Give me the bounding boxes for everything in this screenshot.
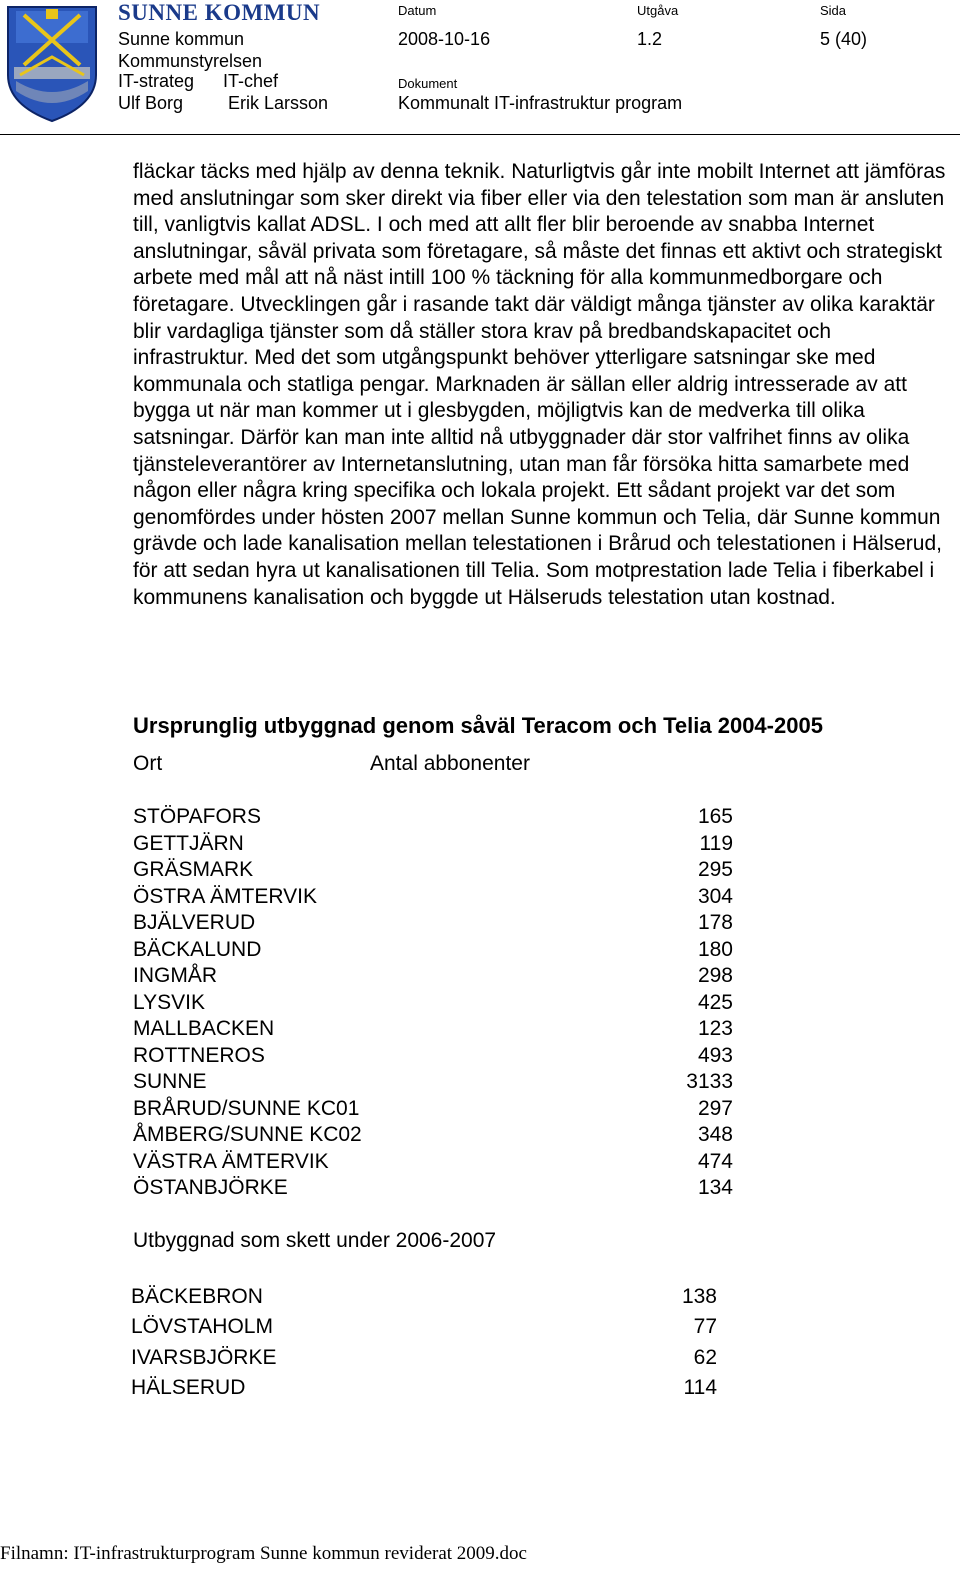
table-row: [133, 1150, 733, 1176]
row-name: HÄLSERUD: [131, 1376, 246, 1399]
table-row: [133, 1070, 733, 1096]
table-row: [133, 832, 733, 858]
row-name: INGMÅR: [133, 964, 217, 987]
table-row: [133, 1176, 733, 1202]
row-count: 474: [697, 1150, 733, 1173]
role-1: IT-strateg: [118, 71, 195, 91]
row-name: BÄCKALUND: [133, 938, 262, 961]
department: Kommunstyrelsen: [118, 51, 263, 71]
row-count: 295: [697, 858, 733, 881]
body-paragraph: fläckar täcks med hjälp av denna teknik. Naturligtvis går inte mobilt Internet att jämföras med anslutningar som sker direkt via fiber eller via den telestation som man är ansluten till, vanligtvis kallat ADSL. I och med att allt fler blir beroende av snabba Internet anslutningar, såväl privata som företagare, så måste det finnas ett aktivt och strategiskt arbete med mål att nå näst intill 100 % täckning för alla kommunmedborgare och företagare. Utvecklingen går i rasande takt där väldigt många tjänster av olika karaktär blir vardagliga tjänster som då ställer stora krav på bredbandskapacitet och infrastruktur. Med det som utgångspunkt behöver ytterligare satsningar ske med kommunala och statliga pengar. Marknaden är sällan eller aldrig intresserade av att bygga ut när man kommer ut i glesbygden, möjligtvis kan de medverka till olika satsningar. Därför kan man inte alltid nå utbyggnader där stor valfrihet finns av olika tjänsteleverantörer av Internetanslutning, utan man får försöka hitta samarbete med någon eller några kring specifika och lokala projekt. Ett sådant projekt var det som genomfördes under hösten 2007 mellan Sunne kommun och Telia, där Sunne kommun grävde och lade kanalisation mellan telestationen i Brårud och telestationen i Hälserud, för att sedan hyra ut kanalisationen till Telia. Som motprestation lade Telia i fiberkabel i kommunens kanalisation och byggde ut Hälseruds telestation utan kostnad.: [133, 160, 946, 609]
document-label: Dokument: [398, 76, 458, 91]
date-label: Datum: [398, 3, 437, 18]
row-name: BÄCKEBRON: [131, 1285, 263, 1308]
row-name: ÅMBERG/SUNNE KC02: [133, 1123, 362, 1146]
row-name: GRÄSMARK: [133, 858, 254, 881]
table-row: [133, 805, 733, 831]
person-1: Ulf Borg: [118, 93, 184, 113]
row-name: ÖSTRA ÄMTERVIK: [133, 885, 317, 908]
table-row: [133, 1123, 733, 1149]
row-count: 114: [683, 1376, 717, 1399]
edition-label: Utgåva: [637, 3, 679, 18]
table-row: [131, 1346, 717, 1372]
col-header-antal: Antal abbonenter: [370, 752, 530, 775]
row-count: 180: [697, 938, 733, 961]
row-name: STÖPAFORS: [133, 805, 261, 828]
row-count: 77: [693, 1315, 717, 1338]
row-name: ROTTNEROS: [133, 1044, 265, 1067]
edition-value: 1.2: [637, 29, 663, 49]
section-heading: Ursprunglig utbyggnad genom såväl Teracom och Telia 2004-2005: [133, 713, 823, 738]
role-2: IT-chef: [223, 71, 279, 91]
row-name: MALLBACKEN: [133, 1017, 275, 1040]
row-name: VÄSTRA ÄMTERVIK: [133, 1150, 329, 1173]
table-row: [133, 858, 733, 884]
header-divider: [0, 134, 960, 135]
page-value: 5 (40): [820, 29, 868, 49]
page-label: Sida: [820, 3, 847, 18]
second-heading: Utbyggnad som skett under 2006-2007: [133, 1229, 497, 1252]
table-row: [133, 1044, 733, 1070]
row-count: 134: [697, 1176, 733, 1199]
row-name: BRÅRUD/SUNNE KC01: [133, 1097, 360, 1120]
row-name: LÖVSTAHOLM: [131, 1315, 273, 1338]
coat-of-arms-icon: [6, 5, 98, 123]
row-count: 178: [697, 911, 733, 934]
table-row: [133, 1097, 733, 1123]
table-row: [131, 1285, 717, 1311]
row-name: LYSVIK: [133, 991, 205, 1014]
org-title: SUNNE KOMMUN: [118, 0, 321, 25]
table-row: [133, 1017, 733, 1043]
col-header-ort: Ort: [133, 752, 163, 775]
person-2: Erik Larsson: [228, 93, 329, 113]
table-row: [131, 1315, 717, 1341]
body-text: [133, 159, 948, 611]
org-name: Sunne kommun: [118, 29, 245, 49]
row-count: 297: [697, 1097, 733, 1120]
row-count: 348: [697, 1123, 733, 1146]
row-name: SUNNE: [133, 1070, 207, 1093]
footer-filename: Filnamn: IT-infrastrukturprogram Sunne kommun reviderat 2009.doc: [0, 1543, 527, 1564]
row-name: BJÄLVERUD: [133, 911, 256, 934]
row-count: 3133: [686, 1070, 733, 1093]
row-count: 493: [697, 1044, 733, 1067]
table-row: [133, 911, 733, 937]
row-count: 62: [693, 1346, 717, 1369]
row-count: 138: [681, 1285, 717, 1308]
row-count: 304: [697, 885, 733, 908]
row-count: 298: [697, 964, 733, 987]
date-value: 2008-10-16: [398, 29, 491, 49]
row-count: 165: [697, 805, 733, 828]
document-value: Kommunalt IT-infrastruktur program: [398, 93, 683, 113]
row-name: IVARSBJÖRKE: [131, 1346, 277, 1369]
row-name: GETTJÄRN: [133, 832, 244, 855]
row-count: 425: [697, 991, 733, 1014]
table-row: [131, 1376, 717, 1402]
table-row: [133, 964, 733, 990]
table-row: [133, 991, 733, 1017]
row-count: 123: [697, 1017, 733, 1040]
row-name: ÖSTANBJÖRKE: [133, 1176, 288, 1199]
table-row: [133, 885, 733, 911]
row-count: 119: [699, 832, 733, 855]
table-row: [133, 938, 733, 964]
